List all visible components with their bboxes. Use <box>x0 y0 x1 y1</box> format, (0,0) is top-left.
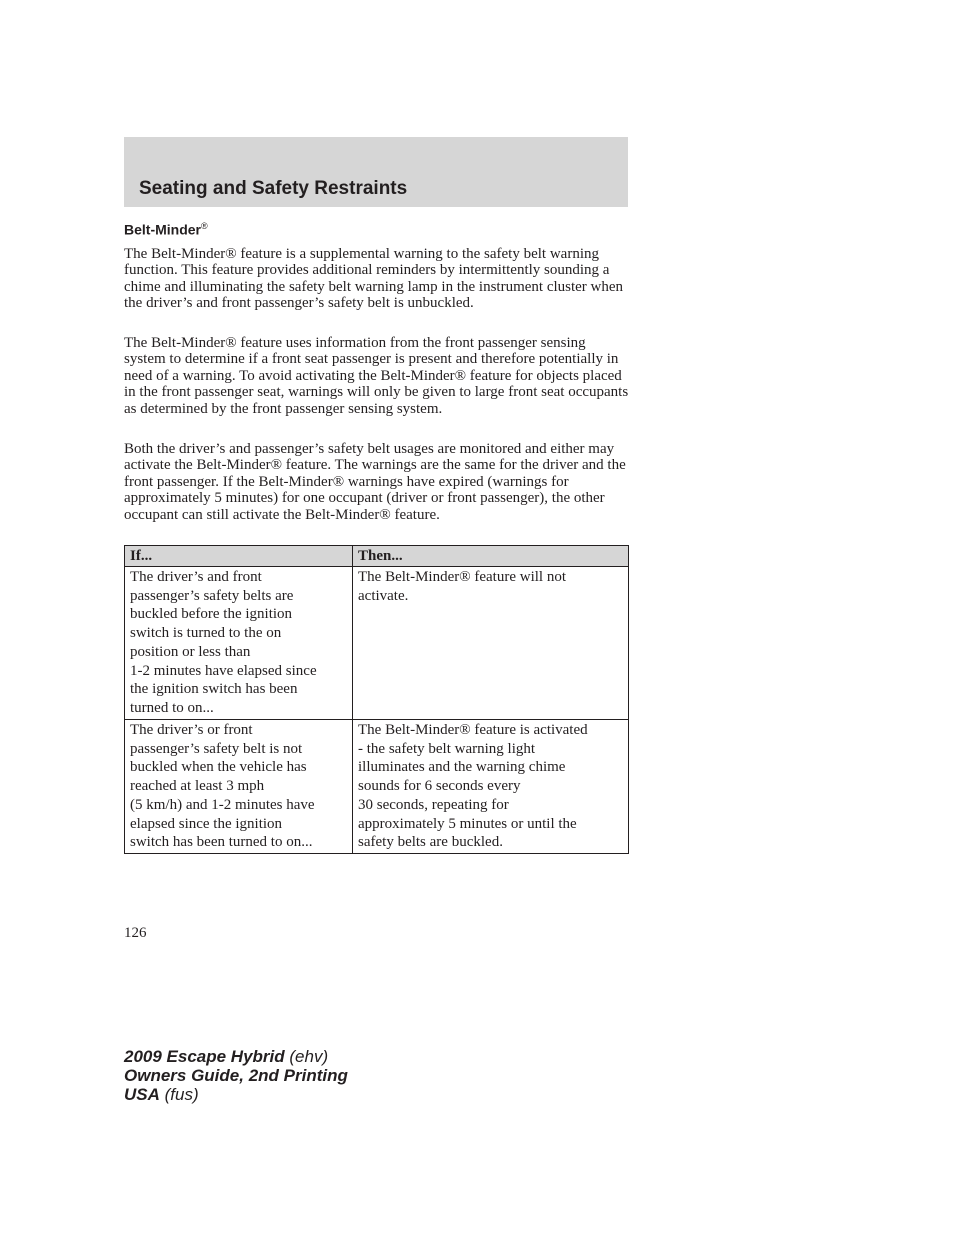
footer-line-2 <box>124 1066 348 1085</box>
paragraph-1: The Belt-Minder® feature is a supplemental warning to the safety belt warning function. This feature provides additional reminders by intermittently sounding a chime and illuminating the safety belt warning lamp in the instrument cluster when the driver’s and front passenger’s safety belt is unbuckled. <box>124 246 624 312</box>
section-title: Seating and Safety Restraints <box>139 178 408 199</box>
cell-line: 30 seconds, repeating for <box>358 796 509 813</box>
footer-printing: Owners Guide, 2nd Printing <box>124 1066 348 1085</box>
cell-line: approximately 5 minutes or until the <box>358 815 577 832</box>
table-header-then: Then... <box>353 546 629 567</box>
cell-line: The driver’s or front <box>130 722 253 738</box>
paragraph-3: Both the driver’s and passenger’s safety belt usages are monitored and either may activate the Belt-Minder® feature. The warnings are the same for the driver and the front passenger. If the Belt-Minder® warnings have expired (warnings for approximately 5 minutes) for one occupant (driver or front passenger), the other occupant can still activate the Belt-Minder® feature. <box>124 441 626 523</box>
cell-line: buckled before the ignition <box>130 606 293 623</box>
table-cell-if <box>125 567 353 720</box>
footer-model: 2009 Escape Hybrid <box>124 1047 285 1066</box>
cell-line: 1-2 minutes have elapsed since <box>130 662 317 679</box>
table-row <box>125 720 629 854</box>
cell-line: passenger’s safety belt is not <box>130 740 303 757</box>
belt-minder-table <box>124 545 629 854</box>
cell-line: The driver’s and front <box>130 569 262 585</box>
cell-line: elapsed since the ignition <box>130 815 283 832</box>
registered-mark: ® <box>201 221 208 231</box>
subheading-text: Belt-Minder <box>124 221 201 238</box>
footer-line-1 <box>124 1047 348 1066</box>
cell-line: the ignition switch has been <box>130 681 298 698</box>
cell-line: - the safety belt warning light <box>358 740 536 757</box>
cell-line: (5 km/h) and 1-2 minutes have <box>130 796 315 813</box>
footer-model-code: (ehv) <box>289 1047 329 1066</box>
cell-line: reached at least 3 mph <box>130 778 265 795</box>
table-header-row <box>125 546 629 567</box>
paragraph-2: The Belt-Minder® feature uses information from the front passenger sensing system to determine if a front seat passenger is present and therefore potentially in need of a warning. To avoid activating the Belt-Minder® feature for objects placed in the front passenger seat, warnings will only be given to large front seat occupants as determined by the front passenger sensing system. <box>124 335 629 417</box>
table-cell-then <box>353 567 629 720</box>
table-row <box>125 567 629 720</box>
table-header-if: If... <box>125 546 353 567</box>
cell-line: switch is turned to the on <box>130 625 282 642</box>
cell-line: passenger’s safety belts are <box>130 587 294 604</box>
footer-market: USA <box>124 1085 160 1104</box>
footer-market-code: (fus) <box>164 1085 199 1104</box>
cell-line: sounds for 6 seconds every <box>358 778 521 795</box>
footer-line-3 <box>124 1085 348 1104</box>
table-cell-then <box>353 720 629 854</box>
footer-publication-info <box>124 1047 348 1104</box>
cell-line: turned to on... <box>130 699 214 716</box>
subheading-belt-minder <box>124 221 208 238</box>
cell-line: activate. <box>358 587 409 604</box>
table-cell-if <box>125 720 353 854</box>
cell-line: The Belt-Minder® feature will not <box>358 569 567 585</box>
cell-line: buckled when the vehicle has <box>130 759 307 776</box>
cell-line: position or less than <box>130 643 251 660</box>
cell-line: illuminates and the warning chime <box>358 759 566 776</box>
cell-line: The Belt-Minder® feature is activated <box>358 722 588 738</box>
cell-line: safety belts are buckled. <box>358 834 503 851</box>
page-number: 126 <box>124 925 147 941</box>
cell-line: switch has been turned to on... <box>130 834 313 851</box>
